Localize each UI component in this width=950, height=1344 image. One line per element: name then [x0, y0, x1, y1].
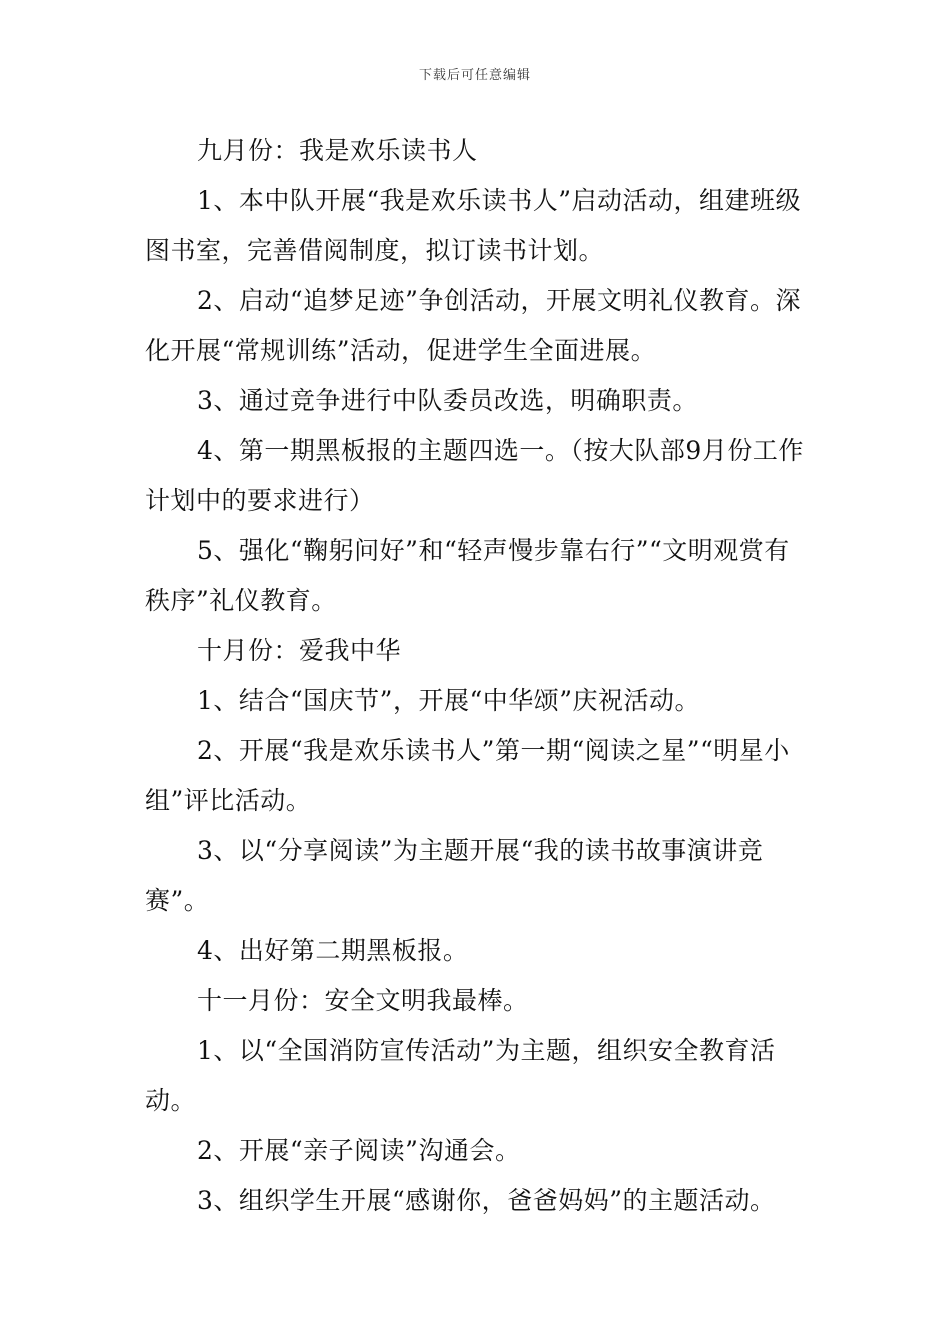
section-heading-october: 十月份：爱我中华 — [197, 636, 402, 665]
paragraph: 2、启动“追梦足迹”争创活动，开展文明礼仪教育。深化开展“常规训练”活动，促进学生全面进展。 — [145, 286, 801, 365]
paragraph: 4、出好第二期黑板报。 — [197, 936, 469, 965]
paragraph: 1、本中队开展“我是欢乐读书人”启动活动，组建班级图书室，完善借阅制度，拟订读书计划。 — [145, 186, 801, 265]
section-heading-november: 十一月份：安全文明我最棒。 — [197, 986, 529, 1015]
paragraph: 1、以“全国消防宣传活动”为主题，组织安全教育活动。 — [145, 1036, 776, 1115]
document-body — [145, 126, 805, 1226]
paragraph: 1、结合“国庆节”，开展“中华颂”庆祝活动。 — [197, 686, 701, 715]
paragraph: 4、第一期黑板报的主题四选一。（按大队部9月份工作计划中的要求进行） — [145, 436, 804, 515]
paragraph: 3、通过竞争进行中队委员改选，明确职责。 — [197, 386, 698, 415]
paragraph: 2、开展“亲子阅读”沟通会。 — [197, 1136, 521, 1165]
paragraph: 5、强化“鞠躬问好”和“轻声慢步靠右行”“文明观赏有秩序”礼仪教育。 — [145, 536, 790, 615]
paragraph: 3、以“分享阅读”为主题开展“我的读书故事演讲竞赛”。 — [145, 836, 764, 915]
paragraph: 2、开展“我是欢乐读书人”第一期“阅读之星”“明星小组”评比活动。 — [145, 736, 790, 815]
paragraph: 3、组织学生开展“感谢你，爸爸妈妈”的主题活动。 — [197, 1186, 776, 1215]
section-heading-september: 九月份：我是欢乐读书人 — [197, 136, 478, 165]
page-header: 下载后可任意编辑 — [418, 68, 531, 83]
